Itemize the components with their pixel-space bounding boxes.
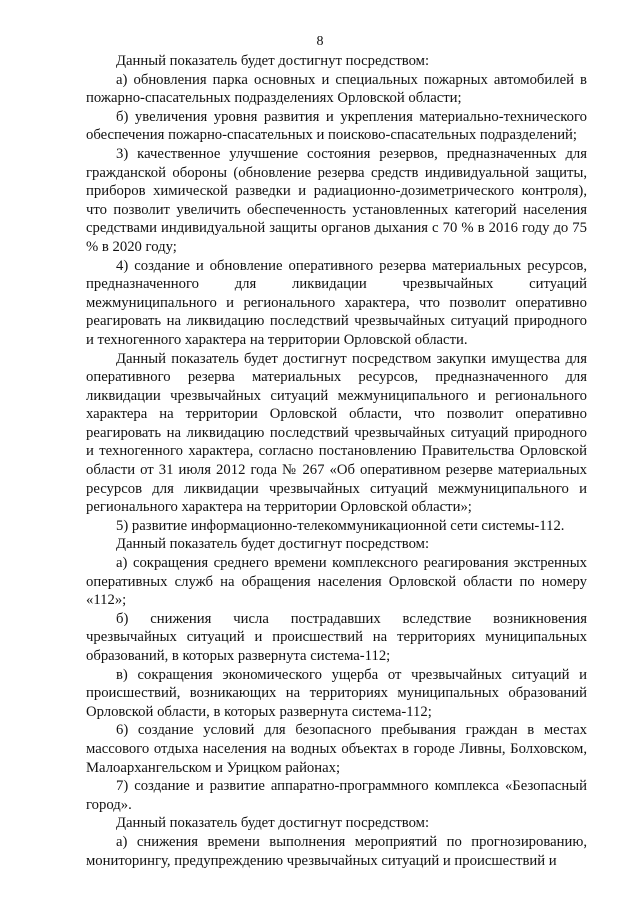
paragraph: 5) развитие информационно-телекоммуникационной сети системы-112. [116,517,565,534]
paragraph: 6) создание условий для безопасного пребывания граждан в местах массового отдыха населения на водных объектах в городе Ливны, Болховском, Малоархангельском и Урицком районах; [86,722,587,776]
paragraph: а) обновления парка основных и специальных пожарных автомобилей в пожарно-спасательных подразделениях Орловской области; [86,71,587,107]
paragraph: 7) создание и развитие аппаратно-программного комплекса «Безопасный город». [86,778,587,813]
paragraph: а) снижения времени выполнения мероприятий по прогнозированию, мониторингу, предупреждению чрезвычайных ситуаций и происшествий и [86,833,587,869]
page-number: 8 [316,34,324,49]
document-body [86,52,587,870]
paragraph: б) снижения числа пострадавших вследствие возникновения чрезвычайных ситуаций и происшествий на территориях муниципальных образований, в которых развернута система-112; [86,610,587,664]
paragraph: 3) качественное улучшение состояния резервов, предназначенных для гражданской обороны (обновление резерва средств индивидуальной защиты, приборов химической разведки и радиационно-дозиметрического контроля), что позволит увеличить обеспеченность установленных категорий населения средствами индивидуальной защиты органов дыхания с 70 % в 2016 году до 75 % в 2020 году; [86,145,587,255]
paragraph: в) сокращения экономического ущерба от чрезвычайных ситуаций и происшествий, возникающих на территориях муниципальных образований Орловской области, в которых развернута система-112; [86,666,587,720]
paragraph: Данный показатель будет достигнут посредством: [116,536,430,553]
paragraph: Данный показатель будет достигнут посредством: [116,815,430,832]
paragraph: 4) создание и обновление оперативного резерва материальных ресурсов, предназначенного для ликвидации чрезвычайных ситуаций межмуниципального и регионального характера, что позволит оперативно реагировать на ликвидацию последствий чрезвычайных ситуаций природного и техногенного характера на территории Орловской области. [86,257,587,348]
paragraph: б) увеличения уровня развития и укрепления материально-технического обеспечения пожарно-спасательных и поисково-спасательных подразделений; [86,108,587,144]
paragraph: Данный показатель будет достигнут посредством: [116,53,430,69]
paragraph: а) сокращения среднего времени комплексного реагирования экстренных оперативных служб на обращения населения Орловской области по номеру «112»; [86,555,587,609]
paragraph: Данный показатель будет достигнут посредством закупки имущества для оперативного резерва материальных ресурсов, предназначенного для ликвидации чрезвычайных ситуаций межмуниципального и регионального характера на территории Орловской области, что позволит оперативно реагировать на ликвидацию последствий чрезвычайных ситуаций природного и техногенного характера, согласно постановлению Правительства Орловской области от 31 июля 2012 года № 267 «Об оперативном резерве материальных ресурсов для ликвидации чрезвычайных ситуаций межмуниципального и регионального характера на территории Орловской области»; [86,350,587,516]
